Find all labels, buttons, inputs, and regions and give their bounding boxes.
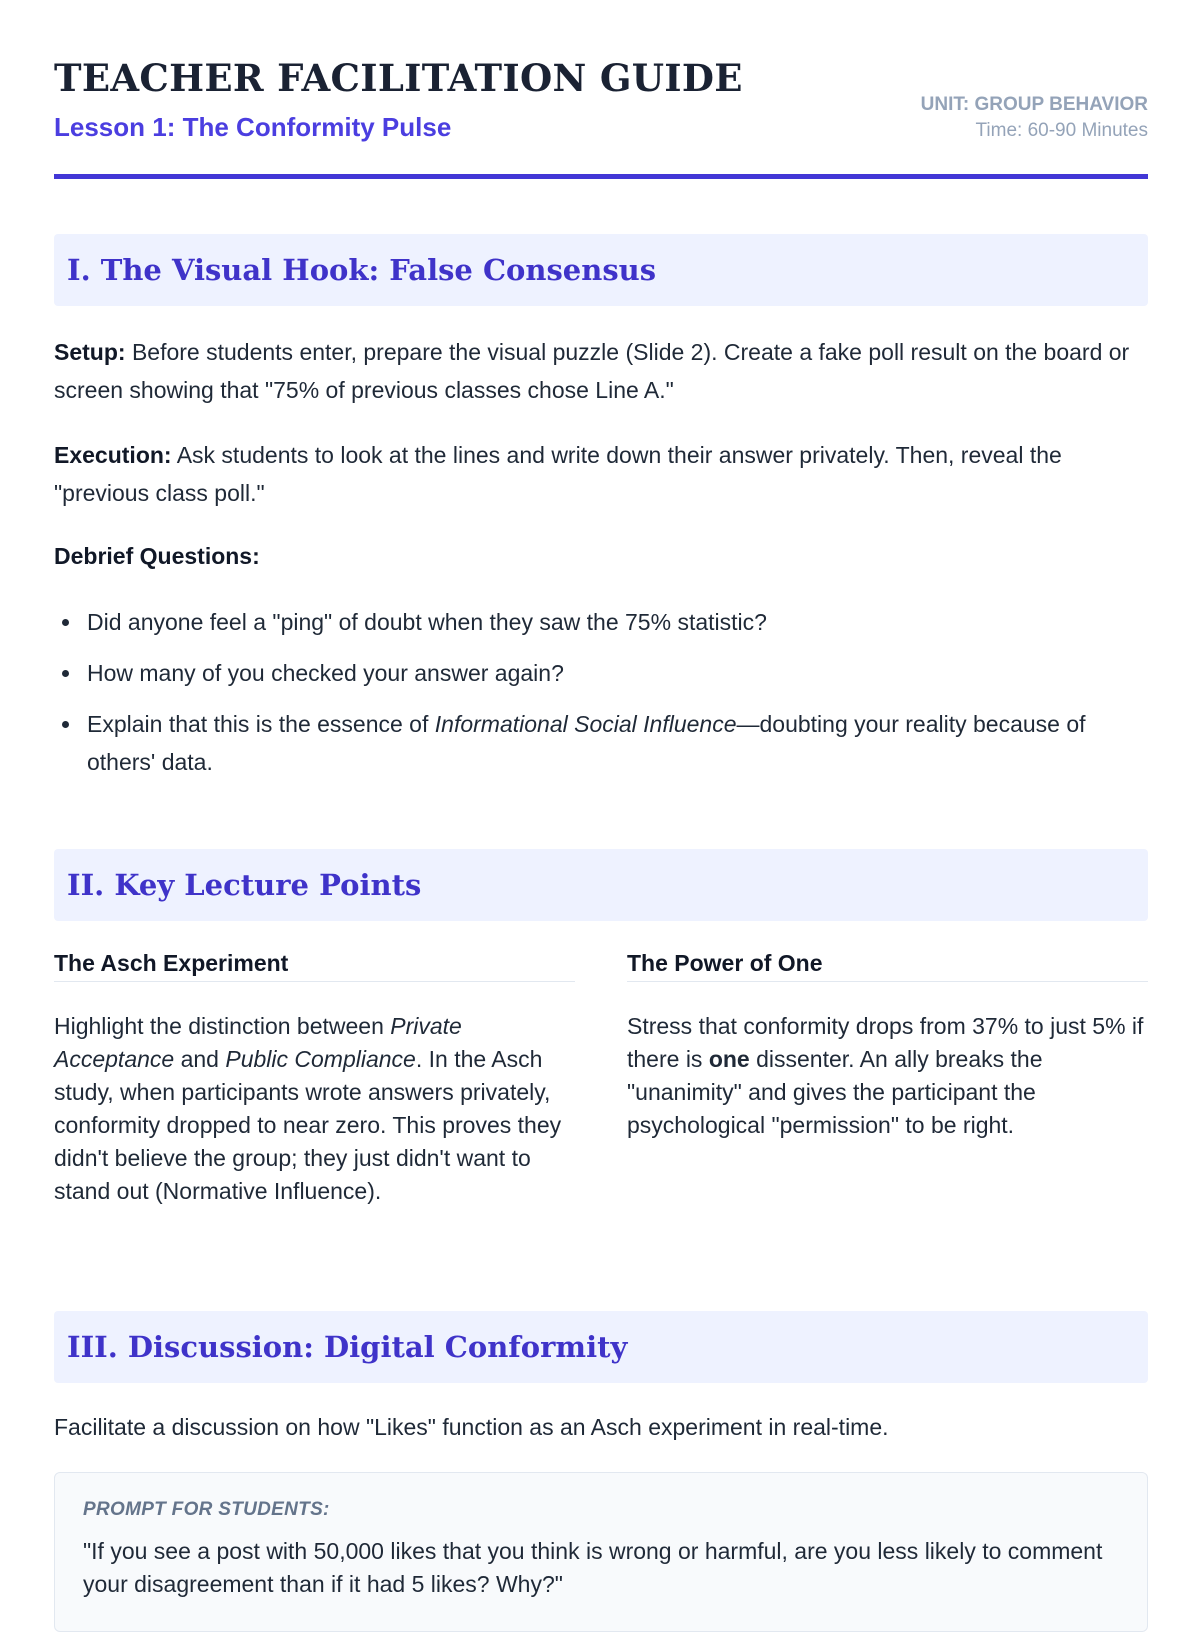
- discussion-intro: Facilitate a discussion on how "Likes" function as an Asch experiment in real-time.: [54, 1414, 889, 1440]
- lesson-subtitle: Lesson 1: The Conformity Pulse: [54, 112, 452, 142]
- section-1-heading: I. The Visual Hook: False Consensus: [67, 253, 657, 287]
- asch-text-mid: and: [174, 1046, 226, 1072]
- execution-text: Ask students to look at the lines and write down their answer privately. Then, reveal the "previous class poll.": [54, 442, 1062, 506]
- one-emphasis: one: [708, 1046, 750, 1072]
- list-item: [54, 654, 1148, 692]
- asch-experiment-title: The Asch Experiment: [54, 950, 575, 982]
- asch-experiment-column: [54, 950, 575, 1208]
- debrief-label: Debrief Questions:: [54, 543, 260, 569]
- page-title: TEACHER FACILITATION GUIDE: [54, 56, 743, 100]
- time-label: Time: 60-90 Minutes: [975, 120, 1148, 141]
- private-acceptance-term: Private Acceptance: [54, 1013, 462, 1072]
- section-3-heading: III. Discussion: Digital Conformity: [67, 1330, 628, 1364]
- debrief-question-3-post: —doubting your reality because of others' data.: [87, 711, 1086, 775]
- debrief-question-3-pre: Explain that this is the essence of: [87, 711, 435, 737]
- public-compliance-term: Public Compliance: [225, 1046, 416, 1072]
- page-header: [54, 56, 1148, 176]
- power-of-one-text: [627, 1010, 1148, 1142]
- debrief-question-2: How many of you checked your answer again?: [87, 660, 564, 686]
- debrief-question-1: Did anyone feel a "ping" of doubt when they saw the 75% statistic?: [87, 609, 767, 635]
- setup-paragraph: [54, 333, 1148, 409]
- asch-text-pre: Highlight the distinction between: [54, 1013, 391, 1039]
- debrief-questions-list: [54, 603, 1148, 794]
- section-2-header: [54, 849, 1148, 921]
- section-1-header: [54, 234, 1148, 306]
- informational-influence-term: Informational Social Influence: [434, 711, 737, 737]
- section-3-header: [54, 1311, 1148, 1383]
- execution-label: Execution:: [54, 442, 172, 468]
- asch-text-post: . In the Asch study, when participants wrote answers privately, conformity dropped to near zero. This proves they didn't believe the group; they just didn't want to stand out (Normative Influence).: [54, 1046, 562, 1204]
- list-item: [54, 603, 1148, 641]
- power-of-one-title: The Power of One: [627, 950, 1148, 982]
- power-text-pre: Stress that conformity drops from 37% to just 5% if there is: [627, 1013, 1144, 1072]
- setup-text: Before students enter, prepare the visual puzzle (Slide 2). Create a fake poll result on the board or screen showing that "75% of previous classes chose Line A.": [54, 339, 1130, 403]
- setup-label: Setup:: [54, 339, 126, 365]
- student-prompt-box: [54, 1472, 1148, 1632]
- section-2-heading: II. Key Lecture Points: [67, 868, 422, 902]
- power-of-one-column: [627, 950, 1148, 1142]
- execution-paragraph: [54, 436, 1148, 512]
- power-text-post: dissenter. An ally breaks the "unanimity" and gives the participant the psychological "permission" to be right.: [627, 1046, 1043, 1138]
- prompt-text: "If you see a post with 50,000 likes that you think is wrong or harmful, are you less likely to comment your disagreement than if it had 5 likes? Why?": [83, 1538, 1103, 1597]
- prompt-label: PROMPT FOR STUDENTS:: [83, 1499, 330, 1520]
- list-item: [54, 705, 1148, 781]
- header-divider: [54, 174, 1148, 179]
- unit-label: UNIT: GROUP BEHAVIOR: [920, 94, 1148, 115]
- asch-experiment-text: [54, 1010, 575, 1208]
